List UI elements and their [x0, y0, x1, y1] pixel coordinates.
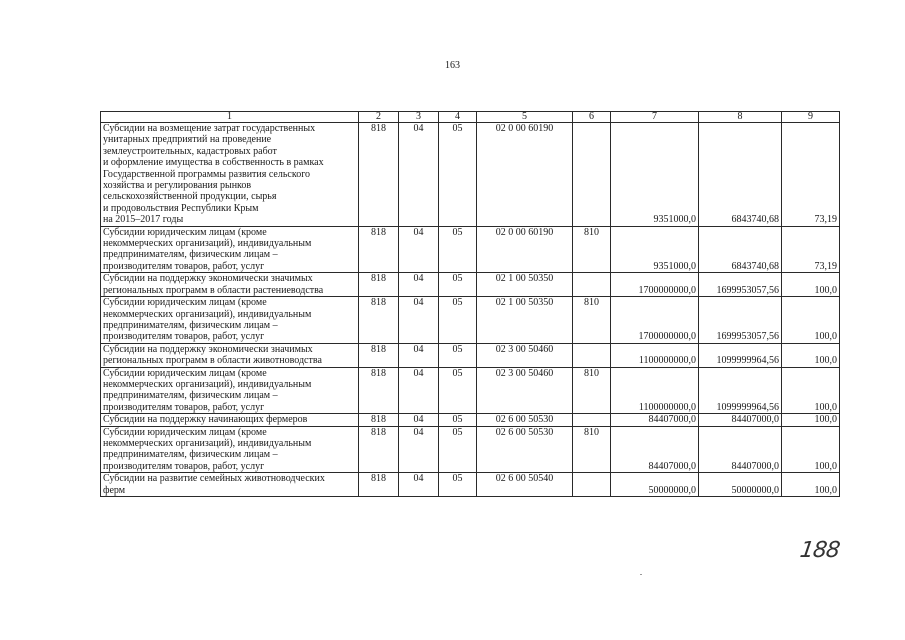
cell-col-7: 84407000,0: [611, 414, 699, 426]
cell-col-5: 02 3 00 50460: [477, 367, 573, 414]
cell-col-6: [573, 273, 611, 297]
cell-col-7: 1700000000,0: [611, 297, 699, 344]
cell-col-9: 100,0: [782, 367, 840, 414]
cell-col-8: 1699953057,56: [699, 297, 782, 344]
table-row: [101, 123, 840, 227]
cell-col-2: 818: [359, 123, 399, 227]
cell-col-9: 100,0: [782, 426, 840, 473]
cell-col-4: 05: [439, 226, 477, 273]
table-row: [101, 273, 840, 297]
cell-col-9: 73,19: [782, 123, 840, 227]
column-header: 6: [573, 112, 611, 123]
row-description: Субсидии на развитие семейных животноводческих ферм: [101, 473, 359, 497]
cell-col-5: 02 6 00 50540: [477, 473, 573, 497]
cell-col-6: 810: [573, 426, 611, 473]
cell-col-2: 818: [359, 226, 399, 273]
cell-col-6: [573, 343, 611, 367]
scan-speck: [640, 574, 642, 575]
cell-col-5: 02 6 00 50530: [477, 414, 573, 426]
cell-col-5: 02 1 00 50350: [477, 297, 573, 344]
cell-col-3: 04: [399, 297, 439, 344]
cell-col-2: 818: [359, 273, 399, 297]
cell-col-2: 818: [359, 473, 399, 497]
cell-col-3: 04: [399, 367, 439, 414]
cell-col-5: 02 1 00 50350: [477, 273, 573, 297]
cell-col-3: 04: [399, 226, 439, 273]
cell-col-8: 6843740,68: [699, 226, 782, 273]
cell-col-4: 05: [439, 426, 477, 473]
cell-col-6: [573, 473, 611, 497]
column-header: 1: [101, 112, 359, 123]
column-header: 7: [611, 112, 699, 123]
cell-col-4: 05: [439, 414, 477, 426]
cell-col-8: 6843740,68: [699, 123, 782, 227]
budget-table: [100, 111, 840, 497]
row-description: Субсидии юридическим лицам (кроме некоммерческих организаций), индивидуальным предпринимателям, физическим лицам – производителям товаров, работ, услуг: [101, 367, 359, 414]
row-description: Субсидии юридическим лицам (кроме некоммерческих организаций), индивидуальным предпринимателям, физическим лицам – производителям товаров, работ, услуг: [101, 426, 359, 473]
cell-col-5: 02 0 00 60190: [477, 123, 573, 227]
table-row: [101, 226, 840, 273]
column-header: 8: [699, 112, 782, 123]
cell-col-8: 1699953057,56: [699, 273, 782, 297]
cell-col-9: 100,0: [782, 297, 840, 344]
cell-col-6: 810: [573, 297, 611, 344]
row-description: Субсидии на поддержку экономически значимых региональных программ в области растениеводства: [101, 273, 359, 297]
row-description: Субсидии на возмещение затрат государственных унитарных предприятий на проведение землеустроительных, кадастровых работ и оформление имущества в собственность в рамках Государственной программы развития сельского хозяйства и регулирования рынков сельскохозяйственной продукции, сырья и продовольствия Республики Крым на 2015–2017 годы: [101, 123, 359, 227]
cell-col-5: 02 3 00 50460: [477, 343, 573, 367]
cell-col-3: 04: [399, 473, 439, 497]
table-row: [101, 297, 840, 344]
row-description: Субсидии на поддержку начинающих фермеров: [101, 414, 359, 426]
cell-col-5: 02 0 00 60190: [477, 226, 573, 273]
cell-col-8: 1099999964,56: [699, 343, 782, 367]
table-row: [101, 367, 840, 414]
cell-col-7: 50000000,0: [611, 473, 699, 497]
row-description: Субсидии юридическим лицам (кроме некоммерческих организаций), индивидуальным предпринимателям, физическим лицам – производителям товаров, работ, услуг: [101, 297, 359, 344]
table-row: [101, 414, 840, 426]
cell-col-3: 04: [399, 123, 439, 227]
column-header: 5: [477, 112, 573, 123]
cell-col-7: 1100000000,0: [611, 367, 699, 414]
column-header-row: [101, 112, 840, 123]
row-description: Субсидии юридическим лицам (кроме некоммерческих организаций), индивидуальным предпринимателям, физическим лицам – производителям товаров, работ, услуг: [101, 226, 359, 273]
cell-col-9: 100,0: [782, 414, 840, 426]
cell-col-2: 818: [359, 367, 399, 414]
table-row: [101, 426, 840, 473]
cell-col-4: 05: [439, 123, 477, 227]
table-row: [101, 343, 840, 367]
cell-col-7: 84407000,0: [611, 426, 699, 473]
column-header: 4: [439, 112, 477, 123]
cell-col-6: [573, 414, 611, 426]
cell-col-2: 818: [359, 426, 399, 473]
cell-col-4: 05: [439, 297, 477, 344]
column-header: 3: [399, 112, 439, 123]
cell-col-9: 73,19: [782, 226, 840, 273]
cell-col-2: 818: [359, 297, 399, 344]
handwritten-page-number: 188: [798, 538, 841, 563]
cell-col-2: 818: [359, 414, 399, 426]
cell-col-4: 05: [439, 273, 477, 297]
cell-col-7: 9351000,0: [611, 123, 699, 227]
cell-col-9: 100,0: [782, 343, 840, 367]
cell-col-6: [573, 123, 611, 227]
cell-col-3: 04: [399, 273, 439, 297]
cell-col-4: 05: [439, 343, 477, 367]
table-body: [101, 112, 840, 497]
cell-col-6: 810: [573, 367, 611, 414]
cell-col-3: 04: [399, 343, 439, 367]
cell-col-8: 84407000,0: [699, 414, 782, 426]
column-header: 9: [782, 112, 840, 123]
table-row: [101, 473, 840, 497]
row-description: Субсидии на поддержку экономически значимых региональных программ в области животноводства: [101, 343, 359, 367]
cell-col-6: 810: [573, 226, 611, 273]
cell-col-5: 02 6 00 50530: [477, 426, 573, 473]
cell-col-8: 1099999964,56: [699, 367, 782, 414]
cell-col-7: 1700000000,0: [611, 273, 699, 297]
cell-col-2: 818: [359, 343, 399, 367]
cell-col-9: 100,0: [782, 473, 840, 497]
cell-col-8: 50000000,0: [699, 473, 782, 497]
cell-col-8: 84407000,0: [699, 426, 782, 473]
column-header: 2: [359, 112, 399, 123]
cell-col-7: 9351000,0: [611, 226, 699, 273]
cell-col-4: 05: [439, 473, 477, 497]
cell-col-3: 04: [399, 426, 439, 473]
cell-col-3: 04: [399, 414, 439, 426]
cell-col-7: 1100000000,0: [611, 343, 699, 367]
cell-col-9: 100,0: [782, 273, 840, 297]
page-number: 163: [445, 60, 460, 71]
cell-col-4: 05: [439, 367, 477, 414]
